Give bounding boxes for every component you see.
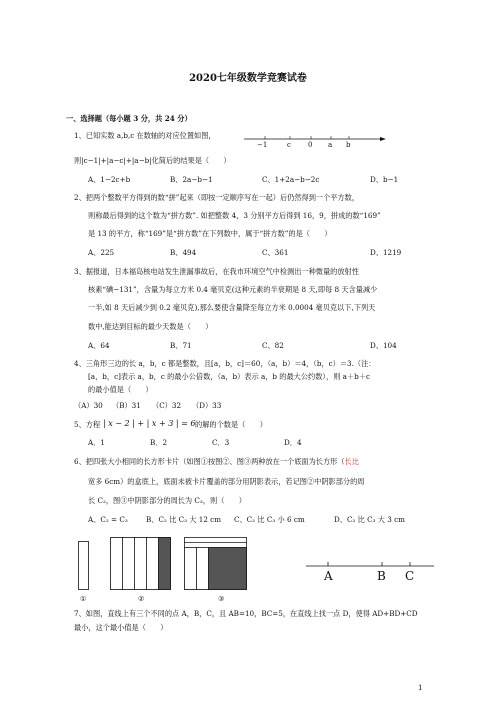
- section-heading: 一、选择题（每小题 3 分，共 24 分）: [66, 114, 192, 123]
- q1-option-c: C、1+2a−b−2c: [262, 175, 320, 184]
- q6-option-d: D、C₂ 比 C₃ 大 3 cm: [334, 515, 405, 524]
- q3-option-c: C、82: [262, 341, 284, 350]
- axis-label-c: c: [287, 141, 291, 149]
- figure-3-label: ③: [218, 594, 225, 603]
- q4-line2: [a，b，c]表示 a，b，c 的最小公倍数，（a，b）表示 a，b 的最大公约数），则 a＋b＋c: [88, 372, 370, 381]
- q1-option-d: D、b−1: [370, 175, 399, 184]
- q1-option-b: B、2a−b−1: [170, 175, 213, 184]
- q1-line2: 则|c−1|+|a−c|+|a−b|化简后的结果是（ ）: [74, 156, 231, 165]
- q3-line1: 3、据报道，日本福岛核电站发生泄漏事故后，在我市环境空气中检测出一种微量的放射性: [74, 267, 359, 276]
- q2-line3: 是 13 的平方，称“169”是“拼方数”在下列数中，属于“拼方数”的是（ ）: [88, 229, 332, 238]
- q5-stem-post: 的解的个数是（ ）: [195, 420, 267, 429]
- q4-line1: 4、三角形三边的长 a，b，c 都是整数，且[a，b，c]＝60，（a，b）＝4，（b，c）＝3.（注：: [74, 359, 376, 368]
- q4-line3: 的最小值是（ ）: [88, 385, 153, 394]
- q6-line3: 长 C₂，图③中阴影部分的周长为 C₃，则（ ）: [88, 496, 246, 505]
- q2-option-d: D、1219: [370, 248, 402, 257]
- figure-1-label: ①: [80, 594, 87, 603]
- axis-label-neg1: −1: [257, 141, 268, 149]
- q1-option-a: A、1−2c+b: [88, 175, 131, 184]
- q2-line2: 则称最后得到的这个数为“拼方数”. 如把整数 4，3 分别平方后得到 16，9，拼成的数“169”: [88, 211, 381, 220]
- q3-line4: 数中,能达到目标的最少天数是（ ）: [88, 322, 213, 331]
- q7-line1: 7、如图，直线上有三个不同的点 A，B，C，且 AB=10，BC=5，在直线上找一点 D，使得 AD+BD+CD: [74, 609, 418, 618]
- q2-line1: 2、把两个整数平方得到的数“拼”起来（即按一定顺序写在一起）后仍然得到一个平方数，: [74, 193, 360, 202]
- point-b-label: B: [377, 569, 386, 583]
- q7-line2: 最小，这个最小值是（ ）: [74, 623, 168, 632]
- figure-3-box: [184, 537, 248, 591]
- q5-equation: | x − 2 | + | x + 3 | = 6: [103, 419, 196, 428]
- q4-option-b: （B）31: [112, 401, 141, 410]
- q3-option-d: D、104: [370, 341, 397, 350]
- q3-line3: 一半,如 8 天后减少到 0.2 毫贝克),那么要使含量降至每立方米 0.0004 毫贝克以下,下列天: [88, 303, 376, 312]
- figure-1-card: [78, 541, 90, 591]
- figure-2-box: [110, 537, 172, 591]
- axis-label-zero: 0: [308, 141, 313, 149]
- q2-option-a: A、225: [88, 248, 115, 257]
- q5-option-b: B．2: [150, 438, 168, 447]
- q1-stem: 1、已知实数 a,b,c 在数轴的对应位置如图，: [74, 131, 216, 140]
- q6-line1-red-text: 长比: [344, 457, 359, 466]
- q5-option-a: A．1: [88, 438, 105, 447]
- page-number: 1: [418, 683, 423, 692]
- point-a-label: A: [324, 569, 333, 583]
- q5-option-d: D．4: [284, 438, 302, 447]
- point-c-label: C: [405, 569, 415, 583]
- q4-option-d: （D）33: [192, 401, 222, 410]
- q2-option-c: C、361: [262, 248, 289, 257]
- q6-option-b: B、C₂ 比 C₃ 大 12 cm: [146, 515, 222, 524]
- q3-option-a: A、64: [88, 341, 110, 350]
- q5-option-c: C．3: [212, 438, 230, 447]
- q6-line2: 宽多 6cm）的盒底上，底面未被卡片覆盖的部分用阴影表示，若记图②中阴影部分的周: [88, 477, 365, 486]
- axis-label-b: b: [346, 141, 351, 149]
- q6-line1-text: 6、把四张大小相同的长方形卡片（如图①按图②、图③两种放在一个底面为长方形（: [74, 457, 345, 466]
- q5-stem-pre: 5、方程: [74, 420, 101, 429]
- page-title: 2020七年级数学竞赛试卷: [189, 73, 307, 84]
- q3-option-b: B、71: [170, 341, 192, 350]
- q6-line1: [74, 457, 359, 466]
- figure-2-label: ②: [138, 594, 145, 603]
- q6-option-a: A、C₂ = C₃: [88, 515, 128, 524]
- q6-option-c: C、C₂ 比 C₃ 小 6 cm: [234, 515, 305, 524]
- q4-option-c: （C）32: [152, 401, 182, 410]
- axis-label-a: a: [328, 141, 333, 149]
- q3-line2: 核素“碘−131”，含量为每立方米 0.4 毫贝克(这种元素的半衰期是 8 天,即每 8 天含量减少: [88, 285, 378, 294]
- q2-option-b: B、494: [170, 248, 197, 257]
- q4-option-a: （A）30: [74, 401, 103, 410]
